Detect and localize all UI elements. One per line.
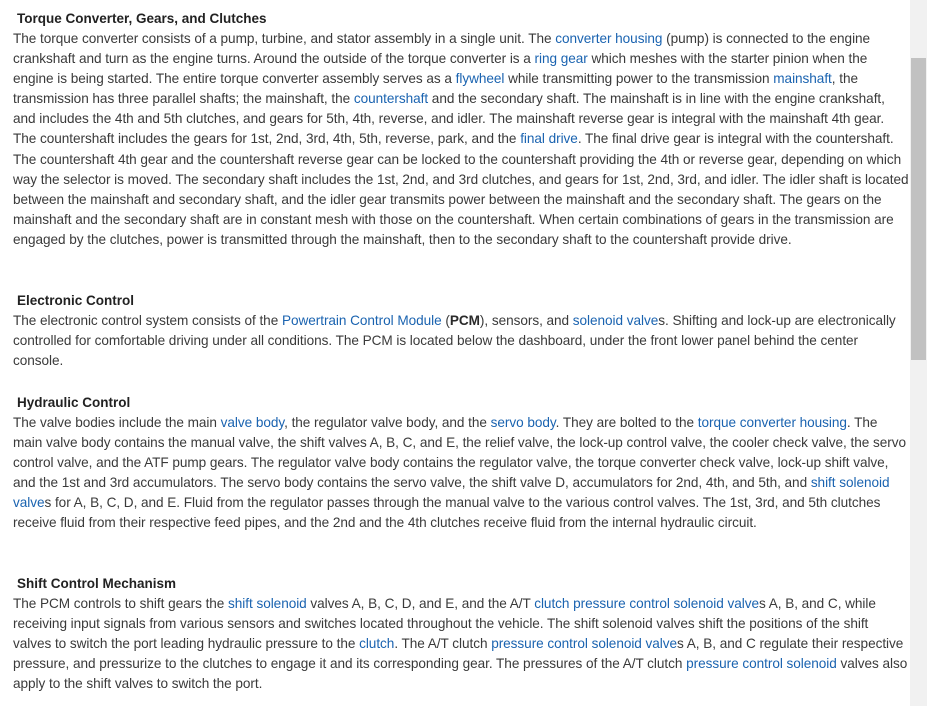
glossary-link[interactable]: shift solenoid <box>228 596 307 611</box>
body-text: The torque converter consists of a pump, turbine, and stator assembly in a single unit. The <box>13 31 556 46</box>
body-text: . The main valve body contains the manual valve, the shift valves A, B, C, and E, the relief valve, the lock-up control valve, the cooler check valve, the servo control valve, and the ATF pump gears. The regulator valve body contains the regulator valve, the torque converter check valve, lock-up shift valve, and the 1st and 3rd accumulators. The servo body contains the servo valve, the shift valve D, accumulators for 2nd, 4th, and 5th, and <box>13 415 906 491</box>
section-body <box>13 311 909 371</box>
glossary-link[interactable] <box>450 313 480 328</box>
body-text: . The A/T clutch <box>394 636 492 652</box>
body-text: . They are bolted to the <box>555 415 698 430</box>
body-text: s A, B, and C, while receiving input signals from various sensors and switches located throughout the vehicle. The shift solenoid valves shift the positions of the shift valves to switch the port leading hydraulic pressure to the <box>13 596 876 652</box>
section-torque-converter <box>0 10 910 250</box>
body-text: which meshes with the starter pinion when the engine is being started. The entire torque converter assembly serves as a <box>13 51 868 87</box>
glossary-link[interactable]: countershaft <box>353 91 429 107</box>
glossary-link[interactable]: clutch pressure control solenoid valve <box>534 596 759 611</box>
body-text: while transmitting power to the transmission <box>504 71 774 87</box>
body-text: s for A, B, C, D, and E. Fluid from the regulator passes through the manual valve to the various control valves. The 1st, 3rd, and 5th clutches receive fluid from their respective feed pipes, and the 2nd and the 4th clutches receive fluid from the internal hydraulic circuit. <box>13 495 881 531</box>
section-hydraulic-control <box>0 394 910 534</box>
body-text: , the transmission has three parallel shafts; the mainshaft, the <box>13 71 858 107</box>
body-text: s. Shifting and lock-up are electronically controlled for comfortable driving under all conditions. The PCM is located below the dashboard, under the front lower panel behind the center console. <box>13 313 896 369</box>
glossary-link[interactable]: flywheel <box>455 71 505 87</box>
body-text: valves also apply to the shift valves to switch the port. <box>13 656 908 692</box>
glossary-link[interactable]: valve body <box>220 415 285 430</box>
section-title: Torque Converter, Gears, and Clutches <box>17 11 267 26</box>
body-text: The valve bodies include the main <box>13 415 221 430</box>
glossary-link[interactable]: torque converter housing <box>697 415 847 430</box>
body-text: , the regulator valve body, and the <box>284 415 491 430</box>
glossary-link[interactable]: pressure control solenoid valve <box>491 636 678 652</box>
vertical-scrollbar[interactable] <box>910 0 927 706</box>
glossary-link[interactable]: servo body <box>490 415 556 430</box>
body-text: s A, B, and C regulate their respective pressure, and pressurize to the clutches to engage it and its corresponding gear. The pressures of the A/T clutch <box>13 636 904 672</box>
body-text: The PCM controls to shift gears the <box>13 596 229 611</box>
glossary-link[interactable]: pressure control solenoid <box>686 656 837 672</box>
section-title: Electronic Control <box>17 293 135 308</box>
glossary-link[interactable]: ring gear <box>534 51 588 67</box>
body-text: valves A, B, C, D, and E, and the A/T <box>306 596 535 611</box>
body-text: (pump) is connected to the engine crankshaft and turn as the engine turns. Around the outside of the torque converter is a <box>13 31 871 67</box>
glossary-link-label: PCM <box>449 313 480 328</box>
section-title: Shift Control Mechanism <box>17 576 177 591</box>
body-text: ), sensors, and <box>479 313 573 328</box>
glossary-link[interactable]: mainshaft <box>773 71 832 87</box>
section-shift-control <box>0 575 910 694</box>
glossary-link[interactable]: Powertrain Control Module <box>281 313 442 328</box>
body-text: and the secondary shaft. The mainshaft is in line with the engine crankshaft, and includes the 4th and 5th clutches, and gears for 5th, 4th, reverse, and idler. The mainshaft reverse gear is integral with the mainshaft 4th gear. The countershaft includes the gears for 1st, 2nd, 3rd, 4th, 5th, reverse, park, and the <box>13 91 885 147</box>
glossary-link[interactable]: shift solenoid valve <box>13 475 890 511</box>
section-electronic-control <box>0 292 910 371</box>
section-body <box>13 594 909 694</box>
glossary-link[interactable]: converter housing <box>555 31 663 46</box>
glossary-link[interactable]: solenoid valve <box>572 313 659 328</box>
section-title: Hydraulic Control <box>17 395 131 410</box>
section-body <box>13 413 909 534</box>
glossary-link[interactable]: final drive <box>520 131 578 147</box>
section-body <box>13 29 909 250</box>
glossary-link[interactable]: clutch <box>359 636 395 652</box>
body-text: The electronic control system consists of the <box>13 313 282 328</box>
body-text: ( <box>441 313 450 328</box>
scrollbar-thumb[interactable] <box>911 58 926 360</box>
body-text: . The final drive gear is integral with the countershaft. The countershaft 4th gear and the countershaft reverse gear can be locked to the countershaft providing the 4th or reverse gear, depending on which way the selector is moved. The secondary shaft includes the 1st, 2nd, and 3rd clutches, and gears for 1st, 2nd, 3rd, and idler. The idler shaft is located between the mainshaft and secondary shaft, and the idler gear transmits power between the mainshaft and the secondary shaft. The gears on the mainshaft and the secondary shaft are in constant mesh with those on the countershaft. When certain combinations of gears in the transmission are engaged by the clutches, power is transmitted through the mainshaft, then to the secondary shaft to the countershaft provide drive. <box>13 131 909 247</box>
